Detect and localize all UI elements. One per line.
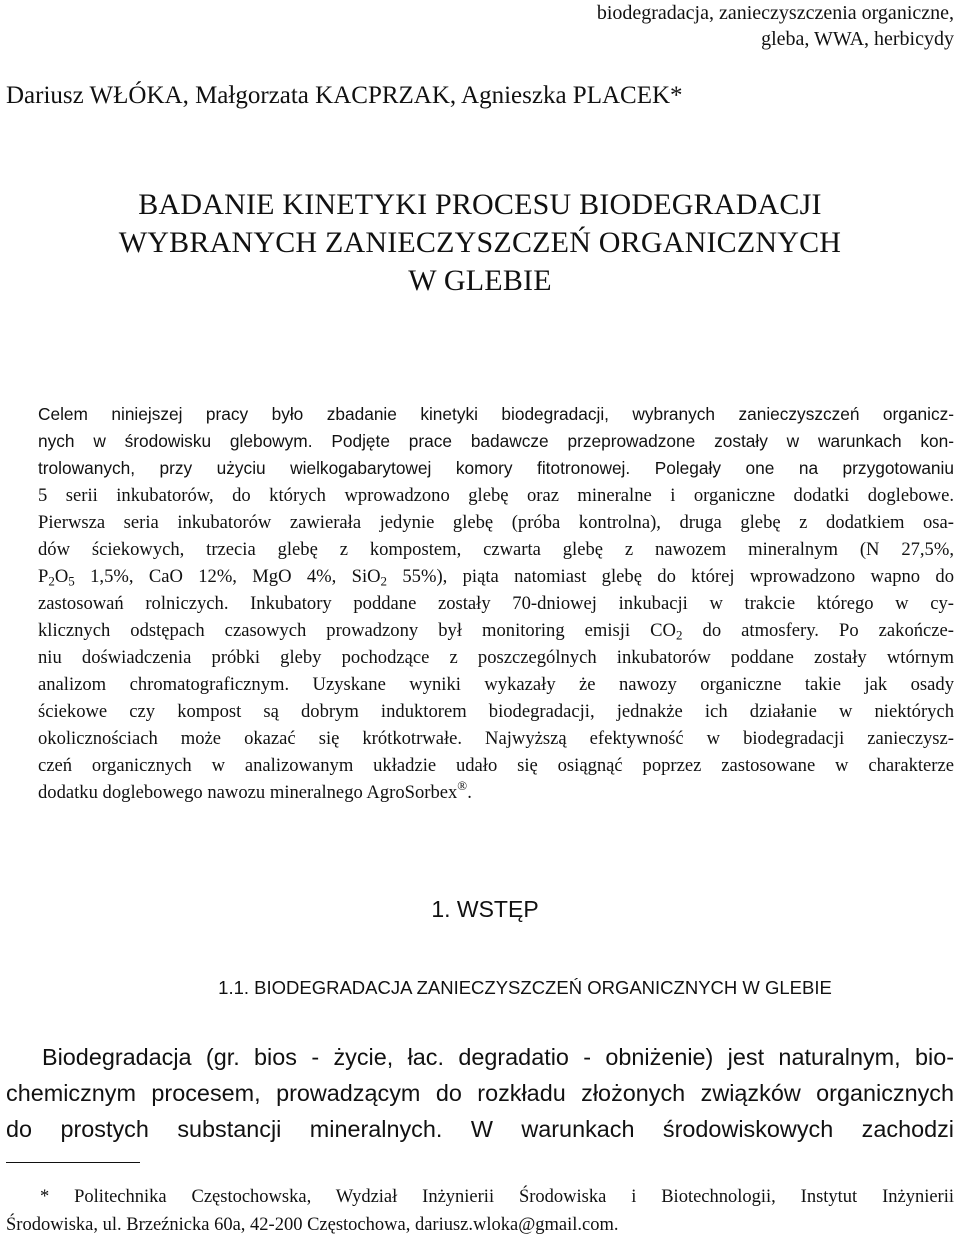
footnote-separator bbox=[6, 1162, 140, 1163]
section-heading-text: 1. WSTĘP bbox=[431, 896, 539, 922]
text-fragment: 55%), piąta natomiast glebę do której wprowadzono wapno do bbox=[387, 566, 954, 587]
abstract-line: Celem niniejszej pracy było zbadanie kinetyki biodegradacji, wybranych zanieczyszczeń organicz- bbox=[38, 404, 954, 424]
title-line: BADANIE KINETYKI PROCESU BIODEGRADACJI bbox=[138, 188, 822, 221]
abstract-line-formula bbox=[38, 563, 954, 590]
body-line: do prostych substancji mineralnych. W warunkach środowiskowych zachodzi bbox=[6, 1116, 954, 1142]
abstract-line: niu doświadczenia próbki gleby pochodzące z poszczególnych inkubatorów poddane zostały wtórnym bbox=[38, 647, 954, 668]
subscript: 2 bbox=[676, 627, 683, 643]
text-fragment: dodatku doglebowego nawozu mineralnego AgroSorbex bbox=[38, 782, 458, 803]
abstract-line: 5 serii inkubatorów, do których wprowadzono glebę oraz mineralne i organiczne dodatki doglebowe. bbox=[38, 485, 954, 506]
text-fragment: O bbox=[54, 566, 69, 587]
title-line: WYBRANYCH ZANIECZYSZCZEŃ ORGANICZNYCH bbox=[118, 226, 842, 259]
abstract-line: Pierwsza seria inkubatorów zawierała jedynie glebę (próba kontrolna), druga glebę z dodatkiem osa- bbox=[38, 512, 954, 533]
abstract-line-formula bbox=[38, 617, 954, 644]
subscript: 2 bbox=[48, 573, 55, 589]
text-fragment: do atmosfery. Po zakończe- bbox=[682, 620, 955, 641]
keywords-line: biodegradacja, zanieczyszczenia organiczne, bbox=[596, 2, 954, 24]
abstract-line: zastosowań rolniczych. Inkubatory poddane zostały 70-dniowej inkubacji w trakcie którego w cy- bbox=[38, 593, 954, 614]
subscript: 2 bbox=[380, 573, 388, 589]
section-heading bbox=[0, 894, 960, 924]
abstract-line: okolicznościach może okazać się krótkotrwałe. Najwyższą efektywność w biodegradacji zanieczysz- bbox=[38, 728, 954, 749]
abstract-line: ściekowe czy kompost są dobrym induktorem biodegradacji, jednakże ich działanie w niektórych bbox=[38, 701, 954, 722]
abstract-line: trolowanych, przy użyciu wielkogabarytowej komory fitotronowej. Polegały one na przygotowaniu bbox=[38, 458, 954, 478]
paper-title bbox=[0, 186, 960, 300]
registered-mark: ® bbox=[457, 778, 468, 794]
subscript: 5 bbox=[68, 573, 75, 589]
footnote bbox=[6, 1183, 954, 1239]
keywords-line: gleba, WWA, herbicydy bbox=[761, 28, 954, 50]
body-line: Biodegradacja (gr. bios - życie, łac. degradatio - obniżenie) jest naturalnym, bio- bbox=[42, 1044, 954, 1070]
abstract-line: analizom chromatograficznym. Uzyskane wyniki wykazały że nawozy organiczne takie jak osady bbox=[38, 674, 954, 695]
title-line: W GLEBIE bbox=[408, 264, 552, 297]
abstract-line: nych w środowisku glebowym. Podjęte prace badawcze przeprowadzone zostały w warunkach kon- bbox=[38, 431, 954, 451]
body-line: chemicznym procesem, prowadzącym do rozkładu złożonych związków organicznych bbox=[6, 1080, 954, 1106]
footnote-line: Środowiska, ul. Brzeźnicka 60a, 42-200 Częstochowa, dariusz.wloka@gmail.com. bbox=[6, 1215, 619, 1235]
abstract-line: czeń organicznych w analizowanym układzie udało się osiągnąć poprzez zastosowane w charakterze bbox=[38, 755, 954, 776]
footnote-line: * Politechnika Częstochowska, Wydział Inżynierii Środowiska i Biotechnologii, Instytut Inżynierii bbox=[40, 1187, 954, 1207]
abstract-line-last bbox=[38, 779, 954, 806]
abstract bbox=[38, 401, 954, 806]
text-fragment: P bbox=[38, 566, 49, 587]
text-fragment: klicznych odstępach czasowych prowadzony był monitoring emisji CO bbox=[38, 620, 676, 641]
keywords bbox=[534, 0, 954, 52]
authors: Dariusz WŁÓKA, Małgorzata KACPRZAK, Agnieszka PLACEK* bbox=[6, 82, 683, 109]
text-fragment: . bbox=[467, 782, 472, 803]
subsection-heading: 1.1. BIODEGRADACJA ZANIECZYSZCZEŃ ORGANICZNYCH W GLEBIE bbox=[218, 977, 832, 998]
abstract-line: dów ściekowych, trzecia glebę z kompostem, czwarta glebę z nawozem mineralnym (N 27,5%, bbox=[38, 539, 954, 560]
text-fragment: 1,5%, CaO 12%, MgO 4%, SiO bbox=[74, 566, 381, 587]
body-paragraph bbox=[6, 1039, 954, 1147]
